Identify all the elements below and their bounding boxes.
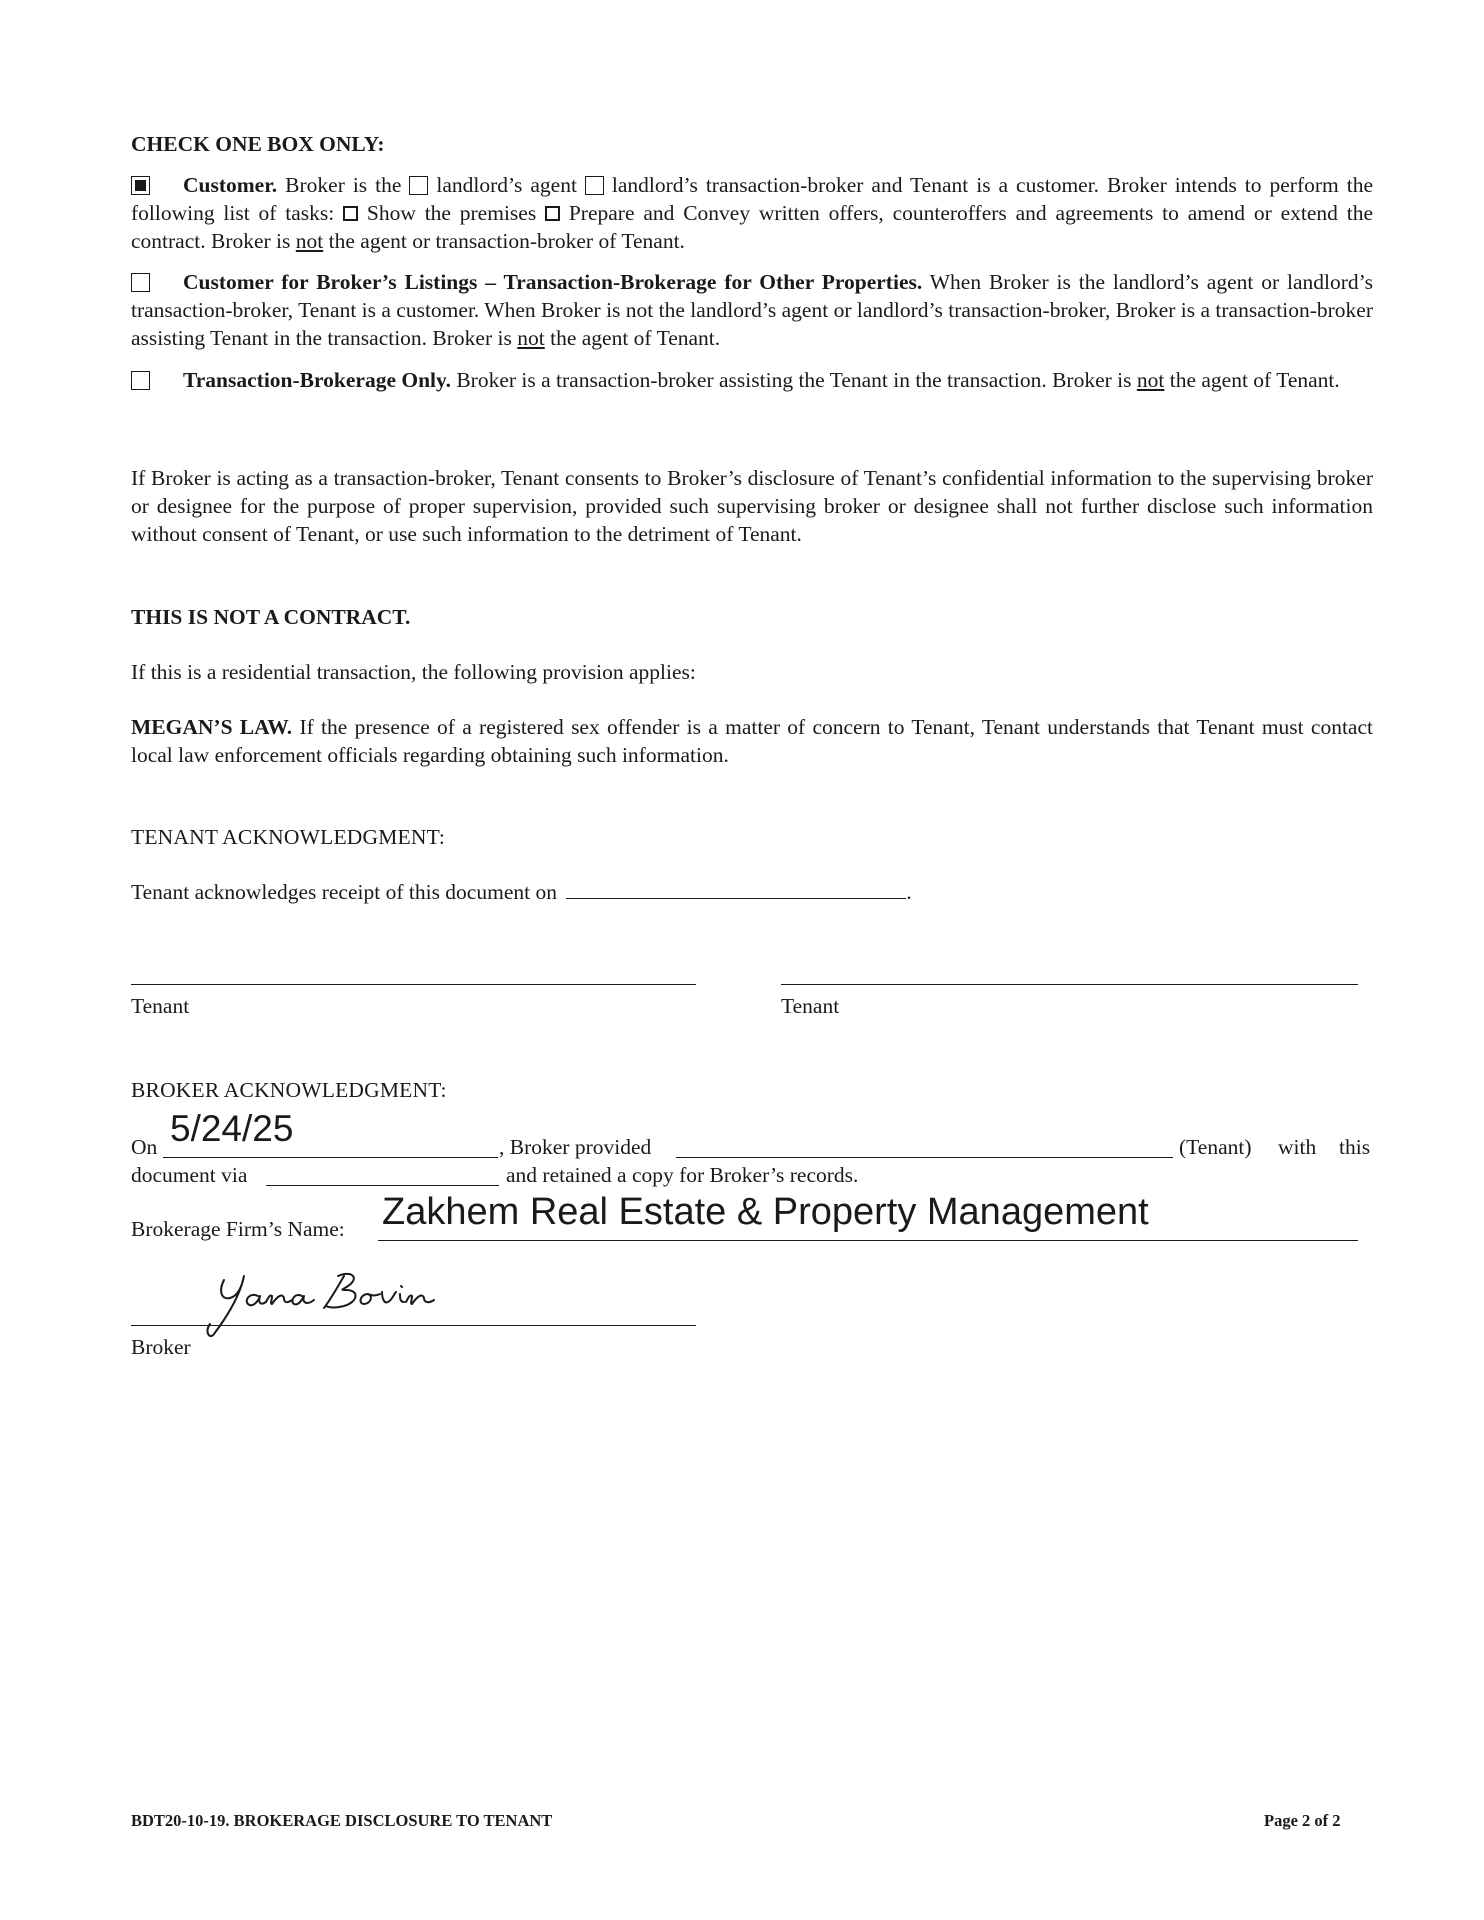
landlord-agent-checkbox[interactable] <box>409 176 428 195</box>
with-label: with <box>1278 1135 1317 1159</box>
check-one-heading: CHECK ONE BOX ONLY: <box>131 132 385 156</box>
broker-date-value[interactable]: 5/24/25 <box>170 1108 294 1149</box>
broker-listings-checkbox[interactable] <box>131 273 150 292</box>
this-label: this <box>1339 1135 1371 1159</box>
tenant1-label: Tenant <box>131 994 190 1018</box>
tenant2-label: Tenant <box>781 994 840 1018</box>
tenant-ack-heading: TENANT ACKNOWLEDGMENT: <box>131 825 446 849</box>
firm-name-label: Brokerage Firm’s Name: <box>131 1217 345 1241</box>
broker-label: Broker <box>131 1335 191 1359</box>
firm-name-line <box>378 1240 1358 1241</box>
tenant-name-line[interactable] <box>676 1157 1173 1158</box>
delivery-method-line[interactable] <box>266 1185 499 1186</box>
option-broker-listings: Customer for Broker’s Listings – Transaction-Brokerage for Other Properties. When Broker is the landlord’s agent or landlord’s transaction-broker, Tenant is a customer. When Broker is not the landlord’s agent or landlord’s transaction-broker, Broker is a transaction-broker assisting Tenant in the transaction. Broker is not the agent of Tenant. <box>131 270 1374 350</box>
customer-checkbox[interactable] <box>131 176 150 195</box>
consent-paragraph: If Broker is acting as a transaction-broker, Tenant consents to Broker’s disclosure of Tenant’s confidential information to the supervising broker or designee for the purpose of proper supervision, provided such supervising broker or designee shall not further disclose such information without consent of Tenant, or use such information to the detriment of Tenant. <box>131 466 1373 546</box>
broker-signature-line[interactable] <box>131 1325 696 1326</box>
broker-date-line <box>163 1157 498 1158</box>
option-customer: Customer. Broker is the landlord’s agent landlord’s transaction-broker and Tenant is a customer. Broker intends to perform the following list of tasks: Show the premises Prepare and Convey written offers, counteroffers and agreements to amend or extend the contract. Broker is not the agent or transaction-broker of Tenant. <box>131 173 1373 253</box>
broker-signature <box>196 1262 456 1340</box>
on-label: On <box>131 1135 158 1159</box>
tenant2-signature-line[interactable] <box>781 984 1358 985</box>
document-via-label: document via <box>131 1163 248 1187</box>
footer-form-id: BDT20-10-19. BROKERAGE DISCLOSURE TO TENANT <box>131 1811 553 1830</box>
not-contract-heading: THIS IS NOT A CONTRACT. <box>131 605 411 629</box>
prepare-convey-checkbox[interactable] <box>545 206 560 221</box>
broker-provided-label: , Broker provided <box>499 1135 652 1159</box>
show-premises-checkbox[interactable] <box>343 206 358 221</box>
option-transaction-brokerage-only: Transaction-Brokerage Only. Broker is a transaction-broker assisting the Tenant in the transaction. Broker is not the agent of Tenant. <box>131 366 1373 394</box>
receipt-date-field[interactable] <box>566 897 906 899</box>
broker-ack-heading: BROKER ACKNOWLEDGMENT: <box>131 1078 447 1102</box>
megans-law-paragraph: MEGAN’S LAW. If the presence of a registered sex offender is a matter of concern to Tenant, Tenant understands that Tenant must contact local law enforcement officials regarding obtaining such information. <box>131 715 1373 767</box>
landlord-transaction-broker-checkbox[interactable] <box>585 176 604 195</box>
tenant-paren-label: (Tenant) <box>1179 1135 1252 1159</box>
transaction-brokerage-only-checkbox[interactable] <box>131 371 150 390</box>
tenant1-signature-line[interactable] <box>131 984 696 985</box>
broker-signature-text: Yana Bovin <box>196 1262 201 1263</box>
firm-name-value[interactable]: Zakhem Real Estate & Property Management <box>382 1191 1149 1233</box>
footer-page-number: Page 2 of 2 <box>1264 1811 1341 1830</box>
tenant-receipt-line: Tenant acknowledges receipt of this document on . <box>131 880 912 904</box>
residential-intro: If this is a residential transaction, the following provision applies: <box>131 660 696 684</box>
retained-copy-label: and retained a copy for Broker’s records. <box>506 1163 859 1187</box>
